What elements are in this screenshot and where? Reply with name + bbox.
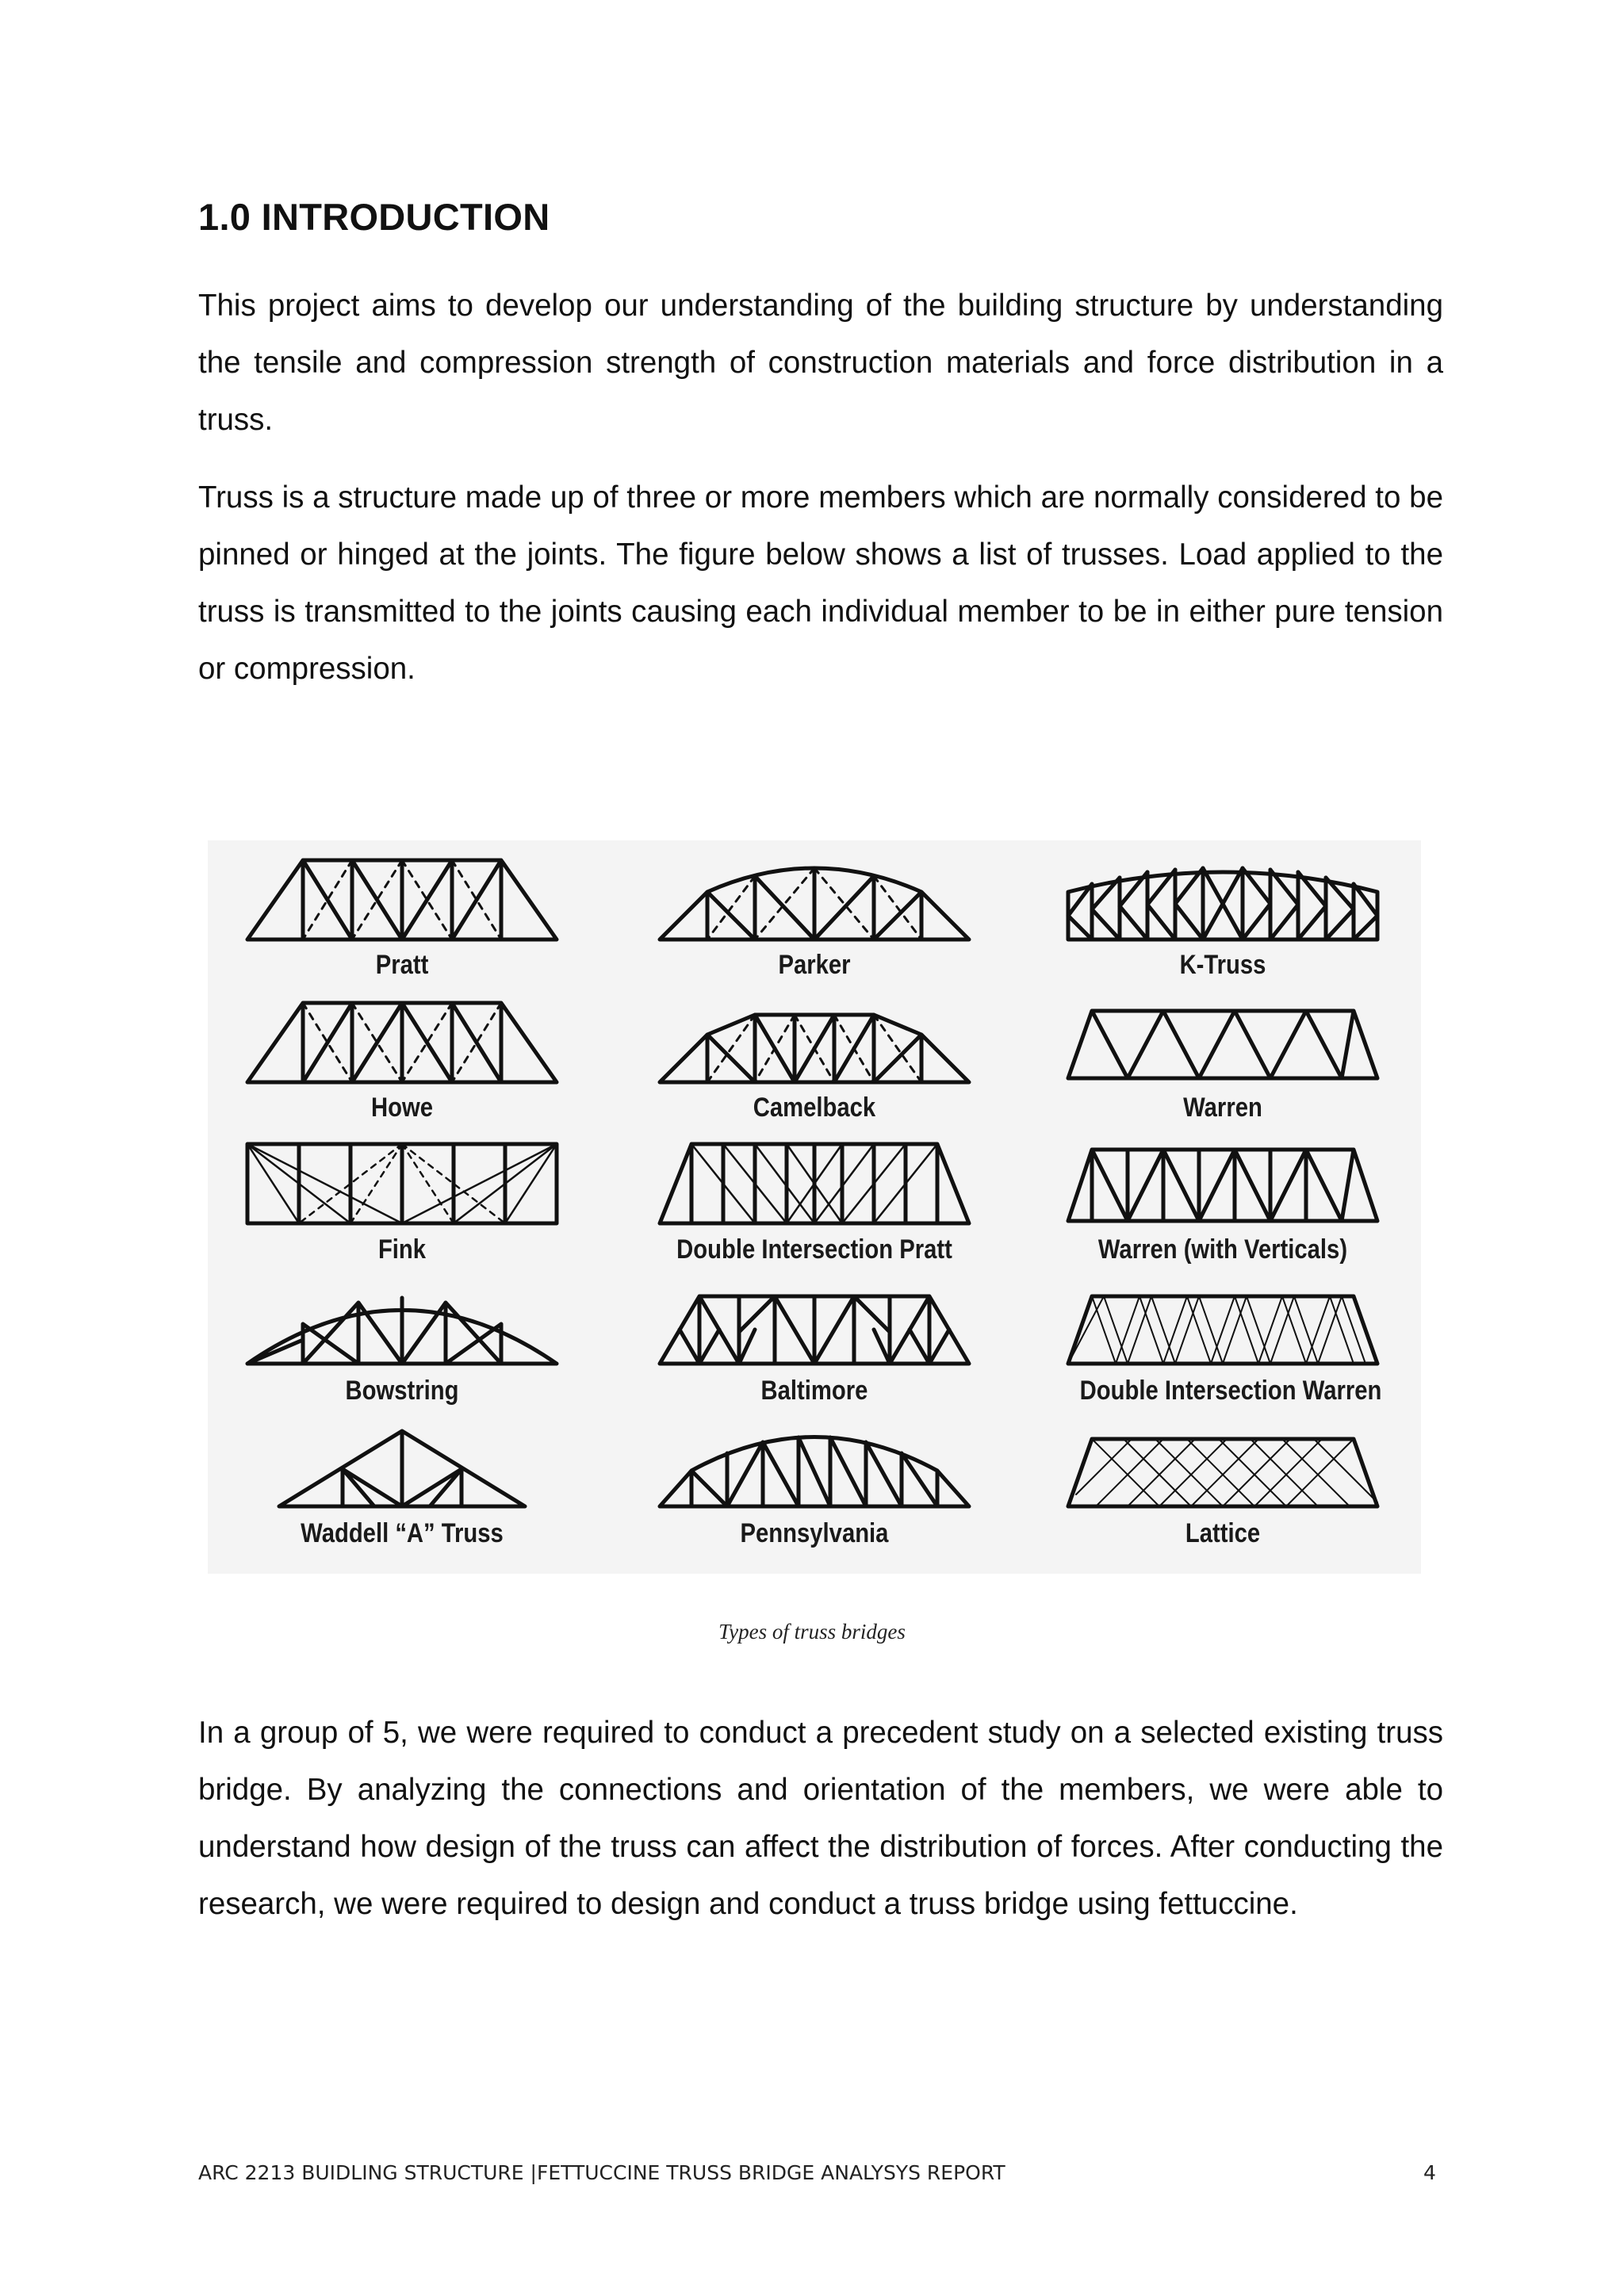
parker-truss-icon bbox=[660, 868, 969, 939]
truss-label-warren: Warren bbox=[1183, 1093, 1262, 1123]
truss-label-howe: Howe bbox=[371, 1093, 433, 1123]
intro-paragraph-2: Truss is a structure made up of three or more members which are normally considered to be pinned or hinged at the joints. The figure below shows a list of trusses. Load applied to the truss is transmitted to the joints causing each individual member to be in either pure tension or compression. bbox=[198, 480, 1443, 686]
warren-verticals-truss-icon bbox=[1068, 1150, 1377, 1221]
truss-types-figure bbox=[208, 840, 1421, 1574]
k-truss-icon bbox=[1068, 868, 1377, 939]
pennsylvania-truss-icon bbox=[660, 1437, 969, 1507]
truss-label-camelback: Camelback bbox=[753, 1093, 876, 1123]
intro-paragraph-3: In a group of 5, we were required to conduct a precedent study on a selected existing truss bridge. By analyzing the connections and orientation of the members, we were able to understand how design of the truss can affect the distribution of forces. After conducting the research, we were required to design and conduct a truss bridge using fettuccine. bbox=[198, 1716, 1443, 1921]
figure-caption: Types of truss bridges bbox=[718, 1620, 906, 1644]
pratt-truss-icon bbox=[247, 860, 557, 939]
truss-label-fink: Fink bbox=[377, 1234, 427, 1265]
truss-label-bowstring: Bowstring bbox=[345, 1376, 459, 1406]
camelback-truss-icon bbox=[660, 1015, 969, 1082]
truss-label-double-intersection-pratt: Double Intersection Pratt bbox=[676, 1234, 952, 1265]
howe-truss-icon bbox=[247, 1003, 557, 1082]
section-heading: 1.0 INTRODUCTION bbox=[198, 196, 550, 238]
lattice-truss-icon bbox=[1068, 1439, 1377, 1506]
double-intersection-warren-truss-icon bbox=[1068, 1296, 1377, 1364]
truss-label-lattice: Lattice bbox=[1185, 1518, 1261, 1548]
truss-label-parker: Parker bbox=[778, 950, 851, 980]
truss-label-waddell-a: Waddell “A” Truss bbox=[301, 1518, 504, 1548]
truss-label-pennsylvania: Pennsylvania bbox=[740, 1518, 889, 1548]
page-footer: ARC 2213 BUIDLING STRUCTURE |FETTUCCINE TRUSS BRIDGE ANALYSYS REPORT bbox=[198, 2161, 1005, 2184]
fink-truss-icon bbox=[247, 1144, 557, 1223]
intro-paragraph-1: This project aims to develop our understanding of the building structure by understanding the tensile and compression strength of construction materials and force distribution in a truss. bbox=[198, 289, 1443, 437]
truss-label-pratt: Pratt bbox=[375, 950, 429, 980]
warren-truss-icon bbox=[1068, 1011, 1377, 1078]
double-intersection-pratt-truss-icon bbox=[660, 1144, 969, 1223]
baltimore-truss-icon bbox=[660, 1296, 969, 1364]
bowstring-truss-icon bbox=[247, 1298, 557, 1364]
truss-label-warren-with-verticals: Warren (with Verticals) bbox=[1097, 1234, 1348, 1265]
page-number: 4 bbox=[1423, 2161, 1436, 2184]
truss-label-double-intersection-warren: Double Intersection Warren bbox=[1079, 1376, 1382, 1406]
waddell-a-truss-icon bbox=[279, 1431, 525, 1506]
truss-label-k-truss: K-Truss bbox=[1179, 950, 1266, 980]
truss-label-baltimore: Baltimore bbox=[760, 1376, 868, 1406]
